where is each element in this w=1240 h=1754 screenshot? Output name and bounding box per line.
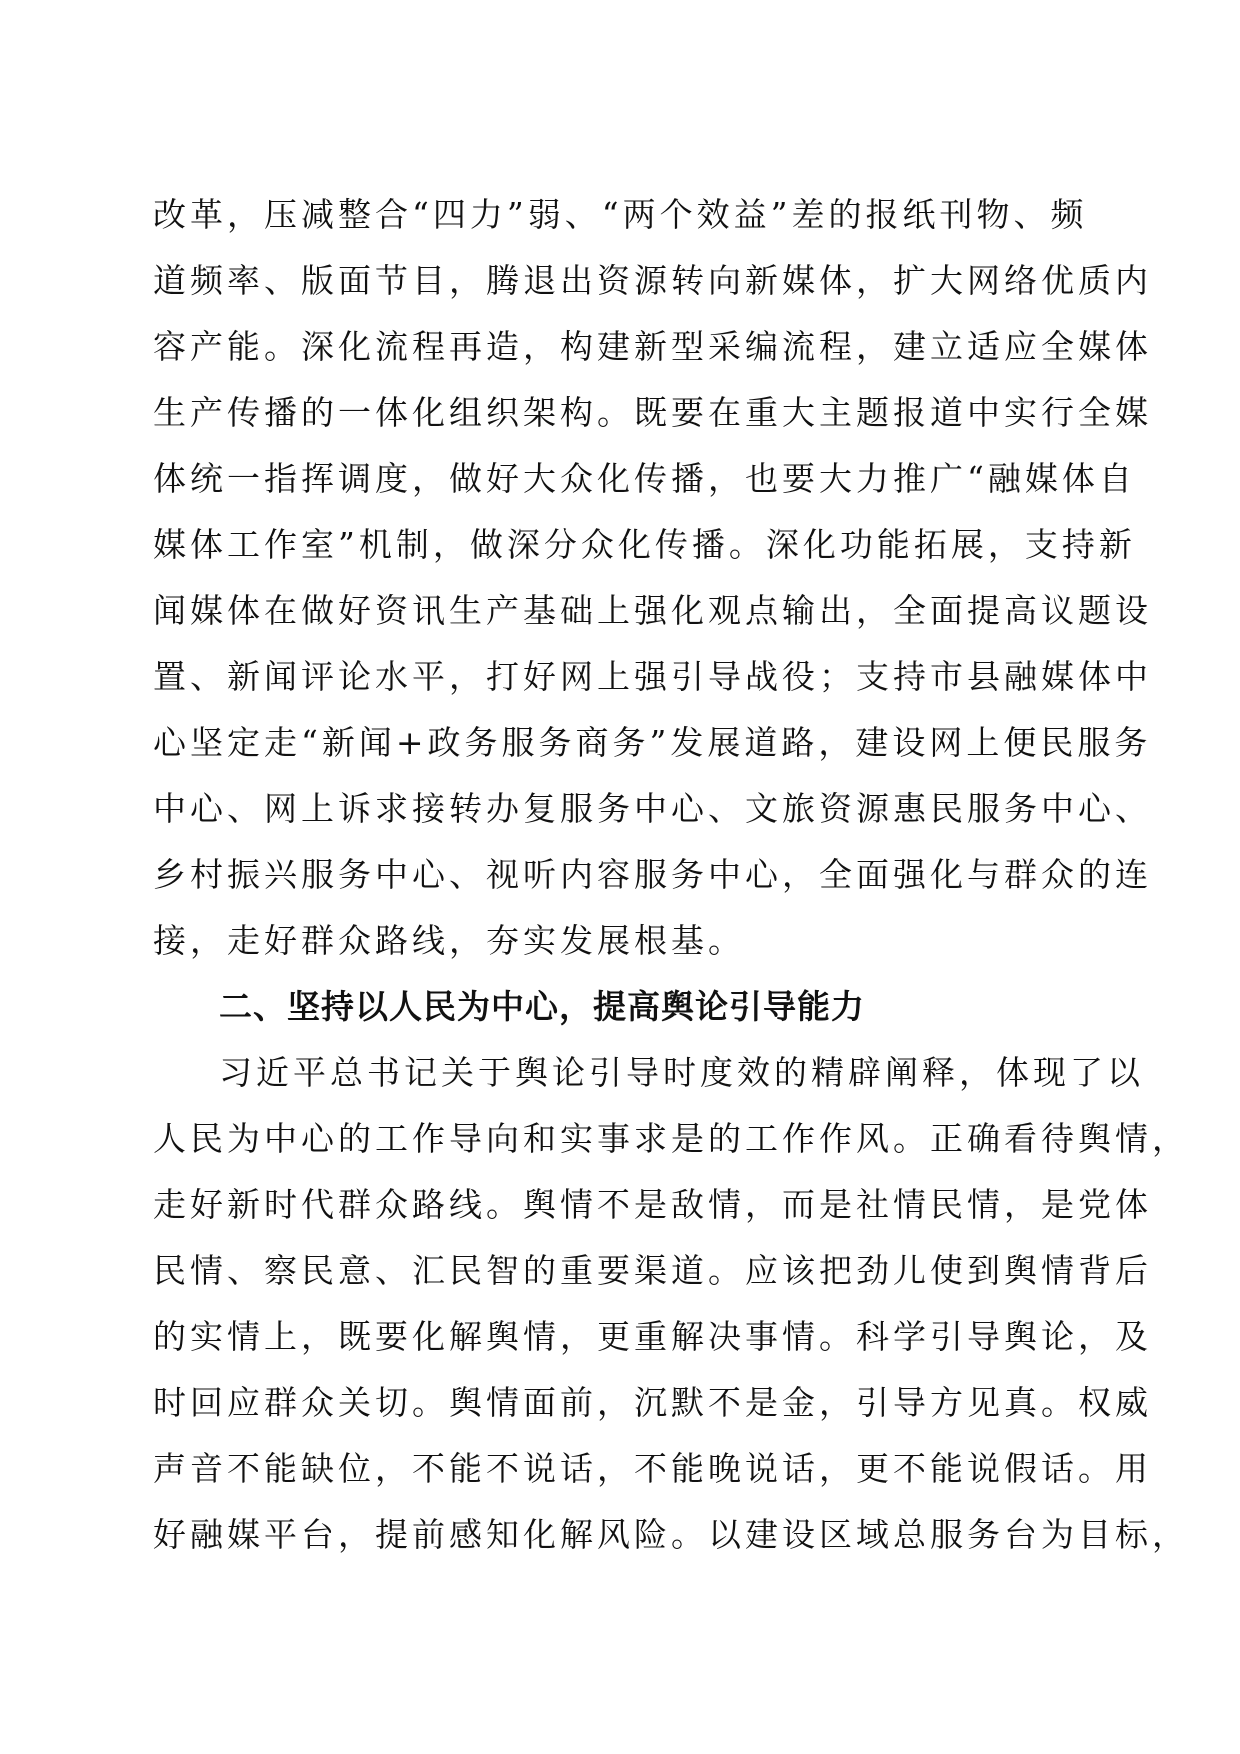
paragraph-line: 乡村振兴服务中心、视听内容服务中心，全面强化与群众的连 [153, 855, 1152, 894]
paragraph-line: 道频率、版面节目，腾退出资源转向新媒体，扩大网络优质内 [153, 261, 1152, 300]
paragraph-line: 容产能。深化流程再造，构建新型采编流程，建立适应全媒体 [153, 327, 1152, 366]
paragraph-line: 心坚定走“新闻+政务服务商务”发展道路，建设网上便民服务 [153, 723, 1152, 762]
paragraph-line: 生产传播的一体化组织架构。既要在重大主题报道中实行全媒 [153, 393, 1152, 432]
paragraph-line: 置、新闻评论水平，打好网上强引导战役；支持市县融媒体中 [153, 657, 1152, 696]
paragraph-line: 的实情上，既要化解舆情，更重解决事情。科学引导舆论，及 [153, 1317, 1152, 1356]
paragraph-line: 媒体工作室”机制，做深分众化传播。深化功能拓展，支持新 [153, 525, 1136, 564]
paragraph-line: 走好新时代群众路线。舆情不是敌情，而是社情民情，是党体 [153, 1185, 1152, 1224]
paragraph-public-opinion [153, 1040, 1189, 1568]
paragraph-line: 习近平总书记关于舆论引导时度效的精辟阐释，体现了以 [219, 1053, 1144, 1092]
paragraph-line: 改革，压减整合“四力”弱、“两个效益”差的报纸刊物、频 [153, 195, 1088, 234]
paragraph-media-reform [153, 182, 1152, 974]
paragraph-line: 声音不能缺位，不能不说话，不能晚说话，更不能说假话。用 [153, 1449, 1152, 1488]
paragraph-line: 闻媒体在做好资讯生产基础上强化观点输出，全面提高议题设 [153, 591, 1152, 630]
paragraph-line: 体统一指挥调度，做好大众化传播，也要大力推广“融媒体自 [153, 459, 1136, 498]
paragraph-line: 中心、网上诉求接转办复服务中心、文旅资源惠民服务中心、 [153, 789, 1152, 828]
paragraph-line: 民情、察民意、汇民智的重要渠道。应该把劲儿使到舆情背后 [153, 1251, 1152, 1290]
paragraph-line: 时回应群众关切。舆情面前，沉默不是金，引导方见真。权威 [153, 1383, 1152, 1422]
paragraph-line: 人民为中心的工作导向和实事求是的工作作风。正确看待舆情， [153, 1119, 1189, 1158]
section-heading: 二、坚持以人民为中心，提高舆论引导能力 [219, 987, 865, 1026]
document-body [153, 182, 1189, 1568]
paragraph-line: 好融媒平台，提前感知化解风险。以建设区域总服务台为目标， [153, 1515, 1189, 1554]
paragraph-line: 接，走好群众路线，夯实发展根基。 [153, 921, 745, 960]
